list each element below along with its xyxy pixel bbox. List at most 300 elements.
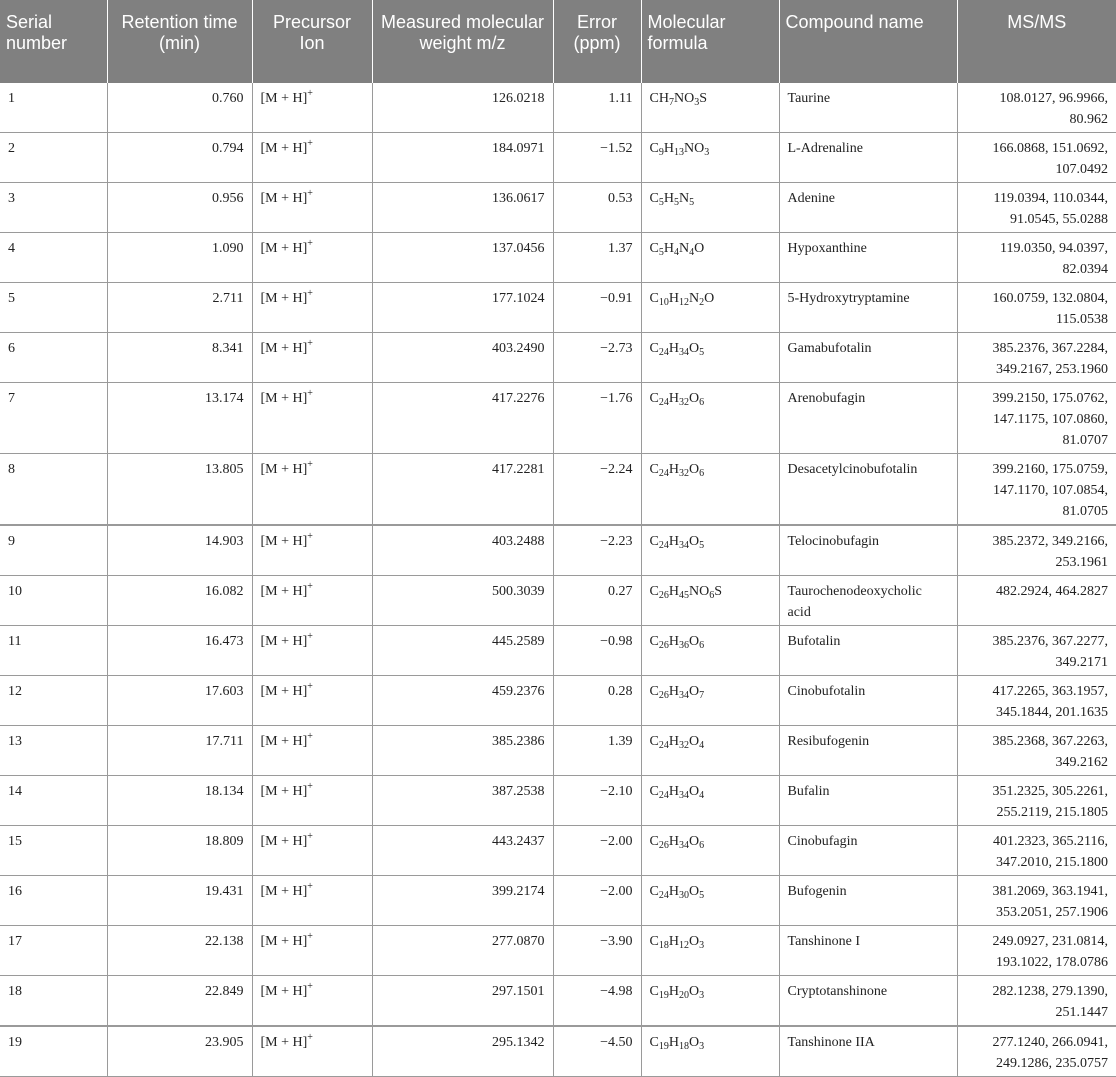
precursor-ion-text: [M + H]	[260, 934, 308, 949]
cell-compound-name: Gamabufotalin	[779, 333, 957, 383]
cell-retention-time: 14.903	[107, 525, 252, 576]
formula-element: H	[668, 984, 679, 999]
cell-compound-name: Tanshinone IIA	[779, 1026, 957, 1077]
cell-compound-name: 5-Hydroxytryptamine	[779, 283, 957, 333]
cell-ms-ms: 401.2323, 365.2116, 347.2010, 215.1800	[957, 826, 1116, 876]
formula-count: 26	[658, 590, 669, 601]
formula-element: N	[678, 241, 690, 256]
formula-element: H	[668, 341, 679, 356]
formula-element: NO	[673, 91, 695, 106]
formula-count: 18	[678, 1041, 689, 1052]
cell-error-ppm: 0.53	[553, 183, 641, 233]
header-row	[0, 0, 1116, 83]
cell-retention-time: 8.341	[107, 333, 252, 383]
precursor-ion-text: [M + H]	[260, 391, 308, 406]
cell-ms-ms: 482.2924, 464.2827	[957, 576, 1116, 626]
cell-ms-ms: 108.0127, 96.9966, 80.962	[957, 83, 1116, 133]
cell-compound-name: Cinobufagin	[779, 826, 957, 876]
cell-compound-name: Desacetylcinobufotalin	[779, 454, 957, 526]
cell-measured-weight: 459.2376	[372, 676, 553, 726]
cell-error-ppm: −2.10	[553, 776, 641, 826]
cell-measured-weight: 385.2386	[372, 726, 553, 776]
cell-measured-weight: 445.2589	[372, 626, 553, 676]
formula-count: 3	[694, 97, 700, 108]
cell-molecular-formula	[641, 383, 779, 454]
formula-element: O	[688, 984, 700, 999]
precursor-ion-charge: +	[307, 338, 313, 349]
formula-element: H	[663, 141, 674, 156]
precursor-ion-text: [M + H]	[260, 684, 308, 699]
cell-serial-number: 19	[0, 1026, 107, 1077]
formula-element: C	[649, 684, 659, 699]
formula-count: 26	[658, 690, 669, 701]
table-row	[0, 183, 1116, 233]
cell-compound-name: Bufalin	[779, 776, 957, 826]
table-row	[0, 926, 1116, 976]
precursor-ion-charge: +	[307, 388, 313, 399]
cell-serial-number: 14	[0, 776, 107, 826]
cell-serial-number: 7	[0, 383, 107, 454]
cell-compound-name: Cinobufotalin	[779, 676, 957, 726]
formula-count: 6	[699, 640, 705, 651]
formula-count: 18	[658, 940, 669, 951]
formula-element: H	[668, 584, 679, 599]
precursor-ion-text: [M + H]	[260, 784, 308, 799]
table-row	[0, 283, 1116, 333]
formula-element: H	[668, 684, 679, 699]
formula-element: C	[649, 241, 659, 256]
cell-serial-number: 10	[0, 576, 107, 626]
cell-molecular-formula	[641, 1026, 779, 1077]
formula-count: 34	[678, 690, 689, 701]
precursor-ion-text: [M + H]	[260, 634, 308, 649]
precursor-ion-text: [M + H]	[260, 884, 308, 899]
formula-count: 5	[658, 247, 664, 258]
formula-count: 13	[673, 147, 684, 158]
formula-count: 34	[678, 840, 689, 851]
cell-error-ppm: −2.00	[553, 826, 641, 876]
table-row	[0, 576, 1116, 626]
cell-precursor-ion	[252, 383, 372, 454]
formula-count: 10	[658, 297, 669, 308]
cell-precursor-ion	[252, 83, 372, 133]
formula-element: H	[668, 1035, 679, 1050]
formula-element: H	[663, 241, 674, 256]
cell-molecular-formula	[641, 283, 779, 333]
formula-count: 45	[678, 590, 689, 601]
formula-element: O	[694, 241, 705, 256]
formula-element: H	[663, 191, 674, 206]
cell-error-ppm: −0.91	[553, 283, 641, 333]
cell-retention-time: 0.760	[107, 83, 252, 133]
cell-error-ppm: −2.24	[553, 454, 641, 526]
cell-retention-time: 19.431	[107, 876, 252, 926]
table-row	[0, 676, 1116, 726]
precursor-ion-charge: +	[307, 531, 313, 542]
precursor-ion-charge: +	[307, 459, 313, 470]
formula-count: 19	[658, 1041, 669, 1052]
table-row	[0, 83, 1116, 133]
precursor-ion-text: [M + H]	[260, 834, 308, 849]
cell-compound-name: Tanshinone I	[779, 926, 957, 976]
cell-retention-time: 16.082	[107, 576, 252, 626]
cell-ms-ms: 385.2372, 349.2166, 253.1961	[957, 525, 1116, 576]
formula-count: 9	[658, 147, 664, 158]
cell-compound-name: Adenine	[779, 183, 957, 233]
cell-ms-ms: 282.1238, 279.1390, 251.1447	[957, 976, 1116, 1027]
formula-count: 34	[678, 540, 689, 551]
cell-measured-weight: 277.0870	[372, 926, 553, 976]
precursor-ion-charge: +	[307, 581, 313, 592]
precursor-ion-charge: +	[307, 138, 313, 149]
cell-ms-ms: 417.2265, 363.1957, 345.1844, 201.1635	[957, 676, 1116, 726]
header-error: Error (ppm)	[553, 0, 641, 83]
formula-element: C	[649, 341, 659, 356]
precursor-ion-charge: +	[307, 731, 313, 742]
precursor-ion-charge: +	[307, 831, 313, 842]
cell-measured-weight: 387.2538	[372, 776, 553, 826]
formula-element: O	[688, 884, 700, 899]
cell-ms-ms: 381.2069, 363.1941, 353.2051, 257.1906	[957, 876, 1116, 926]
cell-error-ppm: −1.52	[553, 133, 641, 183]
cell-measured-weight: 417.2281	[372, 454, 553, 526]
precursor-ion-text: [M + H]	[260, 734, 308, 749]
precursor-ion-text: [M + H]	[260, 1035, 308, 1050]
table-row	[0, 826, 1116, 876]
formula-count: 26	[658, 640, 669, 651]
formula-element: N	[678, 191, 690, 206]
cell-error-ppm: −1.76	[553, 383, 641, 454]
formula-element: C	[649, 734, 659, 749]
cell-molecular-formula	[641, 525, 779, 576]
cell-measured-weight: 417.2276	[372, 383, 553, 454]
formula-count: 34	[678, 347, 689, 358]
formula-count: 30	[678, 890, 689, 901]
formula-count: 4	[699, 790, 705, 801]
cell-precursor-ion	[252, 454, 372, 526]
formula-element: C	[649, 934, 659, 949]
cell-measured-weight: 403.2488	[372, 525, 553, 576]
cell-error-ppm: −2.00	[553, 876, 641, 926]
cell-measured-weight: 136.0617	[372, 183, 553, 233]
precursor-ion-charge: +	[307, 631, 313, 642]
cell-molecular-formula	[641, 926, 779, 976]
cell-serial-number: 1	[0, 83, 107, 133]
formula-count: 5	[699, 347, 705, 358]
cell-error-ppm: −0.98	[553, 626, 641, 676]
formula-element: C	[649, 191, 659, 206]
formula-element: O	[688, 634, 700, 649]
table-row	[0, 1026, 1116, 1077]
formula-element: NO	[683, 141, 705, 156]
formula-count: 7	[699, 690, 705, 701]
formula-element: H	[658, 91, 669, 106]
header-measured-weight: Measured molecular weight m/z	[372, 0, 553, 83]
precursor-ion-charge: +	[307, 88, 313, 99]
cell-compound-name: Hypoxanthine	[779, 233, 957, 283]
cell-error-ppm: −2.73	[553, 333, 641, 383]
table-row	[0, 876, 1116, 926]
cell-retention-time: 23.905	[107, 1026, 252, 1077]
cell-precursor-ion	[252, 976, 372, 1027]
header-serial-number: Serial number	[0, 0, 107, 83]
formula-count: 4	[699, 740, 705, 751]
formula-element: O	[688, 784, 700, 799]
header-precursor-ion: Precursor Ion	[252, 0, 372, 83]
table-row	[0, 525, 1116, 576]
cell-measured-weight: 500.3039	[372, 576, 553, 626]
cell-precursor-ion	[252, 576, 372, 626]
cell-measured-weight: 126.0218	[372, 83, 553, 133]
cell-measured-weight: 297.1501	[372, 976, 553, 1027]
cell-serial-number: 13	[0, 726, 107, 776]
cell-retention-time: 22.138	[107, 926, 252, 976]
formula-count: 12	[678, 297, 689, 308]
formula-element: C	[649, 462, 659, 477]
cell-molecular-formula	[641, 876, 779, 926]
cell-ms-ms: 160.0759, 132.0804, 115.0538	[957, 283, 1116, 333]
cell-error-ppm: 0.27	[553, 576, 641, 626]
cell-error-ppm: 1.11	[553, 83, 641, 133]
cell-retention-time: 22.849	[107, 976, 252, 1027]
table-row	[0, 626, 1116, 676]
cell-serial-number: 16	[0, 876, 107, 926]
formula-element: H	[668, 834, 679, 849]
formula-element: C	[649, 534, 659, 549]
formula-count: 6	[699, 840, 705, 851]
formula-count: 32	[678, 397, 689, 408]
formula-count: 36	[678, 640, 689, 651]
header-molecular-formula: Molecular formula	[641, 0, 779, 83]
formula-element: H	[668, 534, 679, 549]
formula-count: 24	[658, 397, 669, 408]
cell-ms-ms: 399.2150, 175.0762, 147.1175, 107.0860, 81.0707	[957, 383, 1116, 454]
formula-element: C	[649, 784, 659, 799]
cell-ms-ms: 166.0868, 151.0692, 107.0492	[957, 133, 1116, 183]
cell-ms-ms: 277.1240, 266.0941, 249.1286, 235.0757	[957, 1026, 1116, 1077]
header-compound-name: Compound name	[779, 0, 957, 83]
cell-retention-time: 13.805	[107, 454, 252, 526]
cell-molecular-formula	[641, 454, 779, 526]
cell-compound-name: Taurochenodeoxycholic acid	[779, 576, 957, 626]
precursor-ion-text: [M + H]	[260, 191, 308, 206]
cell-ms-ms: 385.2376, 367.2284, 349.2167, 253.1960	[957, 333, 1116, 383]
formula-element: C	[649, 984, 659, 999]
cell-compound-name: Telocinobufagin	[779, 525, 957, 576]
formula-element: C	[649, 834, 659, 849]
formula-element: O	[688, 734, 700, 749]
formula-element: H	[668, 734, 679, 749]
formula-element: C	[649, 91, 659, 106]
precursor-ion-text: [M + H]	[260, 984, 308, 999]
cell-serial-number: 18	[0, 976, 107, 1027]
cell-error-ppm: −4.98	[553, 976, 641, 1027]
formula-count: 6	[699, 468, 705, 479]
formula-count: 20	[678, 990, 689, 1001]
cell-retention-time: 1.090	[107, 233, 252, 283]
formula-count: 24	[658, 890, 669, 901]
formula-count: 34	[678, 790, 689, 801]
cell-serial-number: 9	[0, 525, 107, 576]
formula-element: O	[704, 291, 715, 306]
formula-count: 5	[673, 197, 679, 208]
formula-element: H	[668, 391, 679, 406]
cell-precursor-ion	[252, 626, 372, 676]
cell-measured-weight: 403.2490	[372, 333, 553, 383]
cell-precursor-ion	[252, 776, 372, 826]
cell-ms-ms: 385.2376, 367.2277, 349.2171	[957, 626, 1116, 676]
cell-serial-number: 4	[0, 233, 107, 283]
formula-element: N	[688, 291, 700, 306]
cell-measured-weight: 137.0456	[372, 233, 553, 283]
formula-element: C	[649, 634, 659, 649]
cell-ms-ms: 385.2368, 367.2263, 349.2162	[957, 726, 1116, 776]
formula-count: 5	[699, 890, 705, 901]
cell-molecular-formula	[641, 976, 779, 1027]
precursor-ion-charge: +	[307, 288, 313, 299]
formula-count: 24	[658, 740, 669, 751]
precursor-ion-text: [M + H]	[260, 584, 308, 599]
precursor-ion-text: [M + H]	[260, 241, 308, 256]
formula-element: H	[668, 462, 679, 477]
table-row	[0, 454, 1116, 526]
formula-element: S	[699, 91, 707, 106]
precursor-ion-charge: +	[307, 681, 313, 692]
table-row	[0, 233, 1116, 283]
cell-molecular-formula	[641, 83, 779, 133]
formula-count: 6	[699, 397, 705, 408]
formula-count: 12	[678, 940, 689, 951]
formula-count: 32	[678, 468, 689, 479]
cell-molecular-formula	[641, 626, 779, 676]
precursor-ion-text: [M + H]	[260, 91, 308, 106]
cell-precursor-ion	[252, 876, 372, 926]
cell-molecular-formula	[641, 726, 779, 776]
formula-element: C	[649, 141, 659, 156]
formula-count: 5	[699, 540, 705, 551]
cell-molecular-formula	[641, 826, 779, 876]
cell-molecular-formula	[641, 233, 779, 283]
formula-element: H	[668, 884, 679, 899]
formula-element: O	[688, 684, 700, 699]
cell-serial-number: 6	[0, 333, 107, 383]
cell-retention-time: 18.809	[107, 826, 252, 876]
cell-serial-number: 5	[0, 283, 107, 333]
cell-molecular-formula	[641, 776, 779, 826]
cell-ms-ms: 119.0394, 110.0344, 91.0545, 55.0288	[957, 183, 1116, 233]
cell-molecular-formula	[641, 183, 779, 233]
cell-error-ppm: 1.39	[553, 726, 641, 776]
formula-element: O	[688, 1035, 700, 1050]
cell-measured-weight: 443.2437	[372, 826, 553, 876]
precursor-ion-charge: +	[307, 931, 313, 942]
cell-retention-time: 17.603	[107, 676, 252, 726]
precursor-ion-text: [M + H]	[260, 462, 308, 477]
formula-element: O	[688, 834, 700, 849]
cell-error-ppm: −2.23	[553, 525, 641, 576]
formula-count: 4	[673, 247, 679, 258]
cell-ms-ms: 399.2160, 175.0759, 147.1170, 107.0854, 81.0705	[957, 454, 1116, 526]
cell-compound-name: Resibufogenin	[779, 726, 957, 776]
cell-molecular-formula	[641, 676, 779, 726]
formula-count: 2	[699, 297, 705, 308]
formula-element: H	[668, 934, 679, 949]
formula-element: H	[668, 291, 679, 306]
formula-element: C	[649, 884, 659, 899]
table-row	[0, 333, 1116, 383]
cell-retention-time: 17.711	[107, 726, 252, 776]
formula-count: 26	[658, 840, 669, 851]
formula-count: 6	[709, 590, 715, 601]
cell-serial-number: 8	[0, 454, 107, 526]
precursor-ion-charge: +	[307, 238, 313, 249]
precursor-ion-charge: +	[307, 781, 313, 792]
table-row	[0, 976, 1116, 1027]
cell-retention-time: 16.473	[107, 626, 252, 676]
precursor-ion-text: [M + H]	[260, 341, 308, 356]
formula-count: 24	[658, 540, 669, 551]
cell-precursor-ion	[252, 826, 372, 876]
cell-error-ppm: −3.90	[553, 926, 641, 976]
cell-precursor-ion	[252, 525, 372, 576]
formula-count: 3	[699, 990, 705, 1001]
cell-compound-name: Bufogenin	[779, 876, 957, 926]
cell-serial-number: 17	[0, 926, 107, 976]
cell-serial-number: 2	[0, 133, 107, 183]
cell-compound-name: Taurine	[779, 83, 957, 133]
cell-precursor-ion	[252, 233, 372, 283]
cell-precursor-ion	[252, 726, 372, 776]
cell-measured-weight: 184.0971	[372, 133, 553, 183]
formula-count: 24	[658, 468, 669, 479]
cell-molecular-formula	[641, 333, 779, 383]
formula-count: 4	[689, 247, 695, 258]
formula-element: O	[688, 341, 700, 356]
cell-serial-number: 11	[0, 626, 107, 676]
cell-serial-number: 3	[0, 183, 107, 233]
cell-measured-weight: 295.1342	[372, 1026, 553, 1077]
cell-precursor-ion	[252, 1026, 372, 1077]
formula-count: 3	[699, 1041, 705, 1052]
precursor-ion-text: [M + H]	[260, 141, 308, 156]
cell-retention-time: 0.794	[107, 133, 252, 183]
formula-count: 5	[658, 197, 664, 208]
cell-molecular-formula	[641, 576, 779, 626]
cell-retention-time: 18.134	[107, 776, 252, 826]
formula-element: C	[649, 584, 659, 599]
cell-measured-weight: 399.2174	[372, 876, 553, 926]
table-row	[0, 776, 1116, 826]
formula-element: S	[714, 584, 722, 599]
formula-element: H	[668, 784, 679, 799]
formula-count: 3	[699, 940, 705, 951]
cell-molecular-formula	[641, 133, 779, 183]
cell-serial-number: 15	[0, 826, 107, 876]
cell-compound-name: L-Adrenaline	[779, 133, 957, 183]
cell-ms-ms: 249.0927, 231.0814, 193.1022, 178.0786	[957, 926, 1116, 976]
formula-element: C	[649, 391, 659, 406]
cell-measured-weight: 177.1024	[372, 283, 553, 333]
cell-ms-ms: 351.2325, 305.2261, 255.2119, 215.1805	[957, 776, 1116, 826]
cell-compound-name: Arenobufagin	[779, 383, 957, 454]
formula-element: C	[649, 1035, 659, 1050]
cell-retention-time: 2.711	[107, 283, 252, 333]
cell-serial-number: 12	[0, 676, 107, 726]
cell-precursor-ion	[252, 333, 372, 383]
formula-count: 24	[658, 347, 669, 358]
formula-count: 3	[704, 147, 710, 158]
formula-count: 7	[668, 97, 674, 108]
